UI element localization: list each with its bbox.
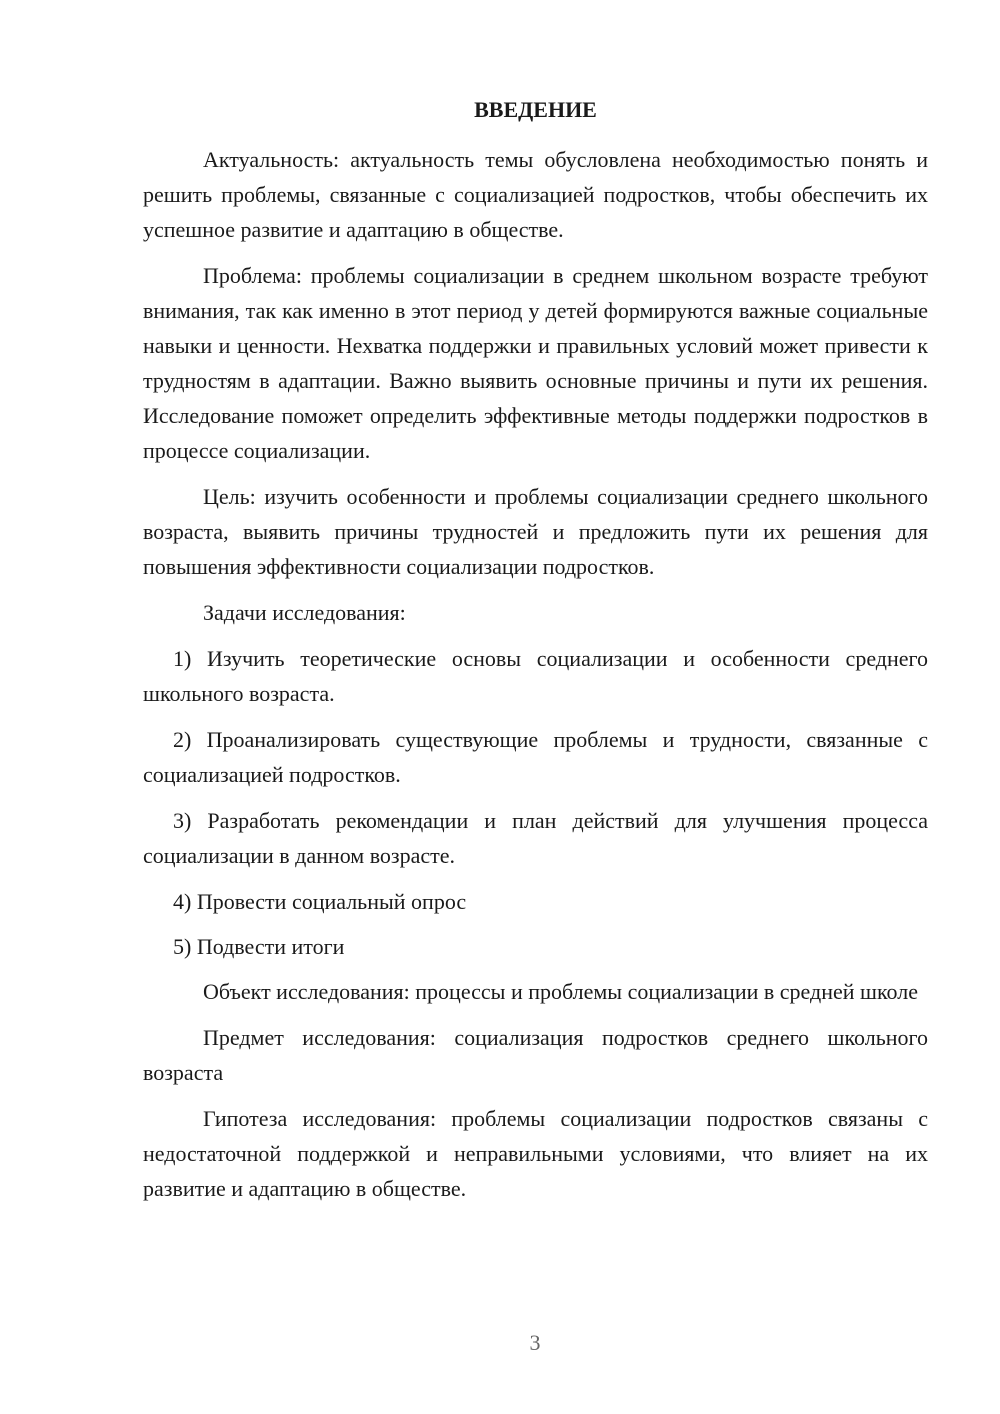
paragraph-goal: Цель: изучить особенности и проблемы социализации среднего школьного возраста, выявить причины трудностей и предложить пути их решения для повышения эффективности социализации подростков. [143, 484, 928, 579]
task-item-1: 1) Изучить теоретические основы социализации и особенности среднего школьного возраста. [143, 646, 928, 706]
task-item-5: 5) Подвести итоги [173, 934, 345, 959]
tasks-heading: Задачи исследования: [203, 600, 406, 625]
task-item-4: 4) Провести социальный опрос [173, 889, 467, 914]
section-title: ВВЕДЕНИЕ [474, 97, 597, 122]
page-content [143, 92, 928, 1217]
paragraph-relevance: Актуальность: актуальность темы обусловлена необходимостью понять и решить проблемы, связанные с социализацией подростков, чтобы обеспечить их успешное развитие и адаптацию в обществе. [143, 147, 928, 242]
task-item-3: 3) Разработать рекомендации и план действий для улучшения процесса социализации в данном возрасте. [143, 808, 928, 868]
paragraph-object: Объект исследования: процессы и проблемы социализации в средней школе [203, 979, 918, 1004]
page-number: 3 [529, 1330, 541, 1355]
paragraph-hypothesis: Гипотеза исследования: проблемы социализации подростков связаны с недостаточной поддержкой и неправильными условиями, что влияет на их развитие и адаптацию в обществе. [143, 1106, 928, 1201]
paragraph-subject: Предмет исследования: социализация подростков среднего школьного возраста [143, 1025, 928, 1085]
task-item-2: 2) Проанализировать существующие проблемы и трудности, связанные с социализацией подростков. [143, 727, 928, 787]
paragraph-problem: Проблема: проблемы социализации в среднем школьном возрасте требуют внимания, так как именно в этот период у детей формируются важные социальные навыки и ценности. Нехватка поддержки и правильных условий может привести к трудностям в адаптации. Важно выявить основные причины и пути их решения. Исследование поможет определить эффективные методы поддержки подростков в процессе социализации. [143, 263, 928, 463]
